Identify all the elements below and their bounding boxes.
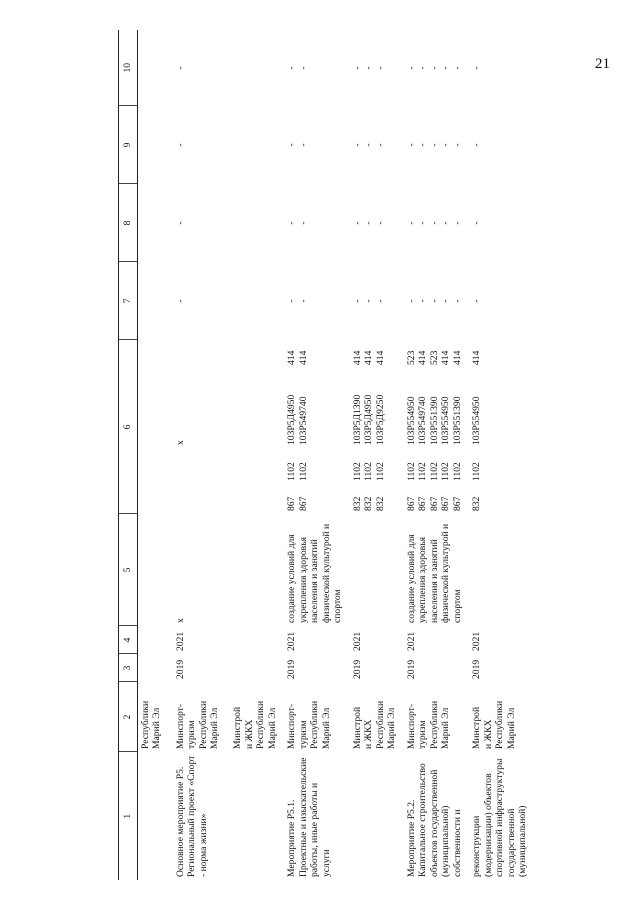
col-header-6: 6: [119, 340, 138, 514]
cell-end-year: 2021: [351, 631, 363, 651]
cell-result: х: [174, 618, 186, 623]
cell-col7: - -: [286, 299, 309, 303]
cell-end-year: 2021: [405, 631, 417, 651]
cell-section: 1102 1102 1102 1102 1102: [405, 462, 463, 481]
cell-col10: -: [174, 66, 186, 70]
cell-expense-type: 414 414 414: [351, 350, 386, 365]
cell-name: [137, 752, 171, 880]
cell-target-article: 103Р554950 103Р549740 103Р551390 103Р554950 103Р551390: [405, 396, 463, 445]
cell-start-year: 2019: [351, 659, 363, 679]
cell-grbs: 867 867: [286, 496, 309, 511]
cell-col8: - - -: [351, 221, 386, 225]
cell-executor: Минспорт- туризм Республики Марий Эл: [286, 700, 332, 749]
cell-start-year: 2019: [471, 659, 482, 679]
cell-col8: -: [174, 221, 186, 225]
cell-name: [348, 752, 402, 880]
col-header-9: 9: [119, 106, 138, 184]
cell-result: [348, 514, 402, 626]
cell-end-year: 2021: [286, 631, 297, 651]
cell-result: создание условий для укрепления здоровья населения и занятий физической культурой и спортом: [286, 523, 343, 623]
col-header-3: 3: [119, 654, 138, 682]
cell-expense-type: 414 414: [286, 350, 309, 365]
cell-start-year: 2019: [286, 659, 297, 679]
cell-col8: -: [471, 221, 482, 225]
cell-executor: Минстрой и ЖКХ Республики Марий Эл: [471, 700, 517, 749]
cell-target-article: [137, 368, 171, 448]
cell-name: Основное мероприятие Р5. Региональный проект «Спорт - норма жизни»: [174, 755, 209, 877]
cell-col7: [137, 262, 171, 340]
cell-col10: - - - - -: [405, 66, 463, 70]
cell-col7: - - - - -: [405, 299, 463, 303]
cell-section: 1102 1102: [286, 462, 309, 481]
cell-executor: Минстрой и ЖКХ Республики Марий Эл: [351, 700, 397, 749]
program-table: [118, 30, 533, 880]
cell-col10: - -: [286, 66, 309, 70]
cell-col8: - -: [286, 221, 309, 225]
table-row: [402, 30, 468, 880]
cell-grbs: [137, 484, 171, 514]
table-row: [467, 30, 533, 880]
cell-col9: [137, 106, 171, 184]
cell-expense-type: [137, 340, 171, 368]
col-header-5: 5: [119, 514, 138, 626]
cell-section: [171, 448, 283, 484]
cell-col10: [137, 30, 171, 106]
page-number: 21: [595, 56, 610, 72]
cell-target-article: 103Р5Д4950 103Р549740: [286, 394, 309, 445]
col-header-2: 2: [119, 682, 138, 752]
cell-col9: - - -: [351, 143, 386, 147]
cell-executor: Минспорт- туризм Республики Марий Эл: [405, 700, 451, 749]
cell-col7: - - -: [351, 299, 386, 303]
cell-name: Мероприятие Р5.1. Проектные и изыскательские работы, иные работы и услуги: [286, 757, 332, 877]
cell-result: создание условий для укрепления здоровья населения и занятий физической культурой и спортом: [405, 523, 463, 623]
table-row: [137, 30, 171, 880]
cell-expense-type: 414: [471, 350, 482, 365]
cell-end-year: 2021: [471, 631, 482, 651]
cell-executor: Республики Марий Эл: [139, 700, 162, 749]
table-row: [282, 30, 348, 880]
cell-target-article: 103Р554950: [471, 396, 482, 445]
cell-col7: -: [174, 299, 186, 303]
cell-target-article: х: [174, 440, 186, 445]
header-row: [119, 30, 138, 880]
cell-col9: - - - - -: [405, 143, 463, 147]
cell-start-year: [137, 654, 171, 682]
col-header-1: 1: [119, 752, 138, 880]
rotated-table-container: [118, 30, 638, 880]
cell-start-year: 2019: [174, 659, 186, 679]
cell-col9: - -: [286, 143, 309, 147]
cell-grbs: [171, 484, 283, 514]
cell-end-year: 2021: [174, 631, 186, 651]
cell-section: [137, 448, 171, 484]
cell-col9: -: [174, 143, 186, 147]
col-header-10: 10: [119, 30, 138, 106]
cell-col9: -: [471, 143, 482, 147]
col-header-8: 8: [119, 184, 138, 262]
cell-grbs: 832 832 832: [351, 496, 386, 511]
cell-col7: -: [471, 299, 482, 303]
table-row: [348, 30, 402, 880]
cell-start-year: 2019: [405, 659, 417, 679]
cell-expense-type: [171, 340, 283, 368]
cell-result: [137, 514, 171, 626]
cell-section: 1102: [471, 462, 482, 481]
cell-grbs: 832: [471, 496, 482, 511]
cell-target-article: 103Р5Д1390 103Р5Д4950 103Р5Д9250: [351, 394, 386, 445]
cell-grbs: 867 867 867 867 867: [405, 496, 463, 511]
cell-expense-type: 523 414 523 414 414: [405, 350, 463, 365]
cell-name: Мероприятие Р5.2. Капитальное строительство объектов государственной (муниципальной) собственности и: [405, 763, 463, 877]
cell-result: [467, 514, 533, 626]
cell-section: 1102 1102 1102: [351, 462, 386, 481]
col-header-7: 7: [119, 262, 138, 340]
table-row: [171, 30, 283, 880]
cell-col8: [137, 184, 171, 262]
cell-col10: -: [471, 66, 482, 70]
cell-end-year: [137, 626, 171, 654]
cell-name: реконструкции (модернизации) объектов спортивной инфраструктуры государственной (муниципальной): [471, 758, 528, 877]
cell-executor: Минспорт- туризм Республики Марий Эл Минстрой и ЖКХ Республики Марий Эл: [174, 700, 278, 749]
col-header-4: 4: [119, 626, 138, 654]
cell-col8: - - - - -: [405, 221, 463, 225]
cell-col10: - - -: [351, 66, 386, 70]
